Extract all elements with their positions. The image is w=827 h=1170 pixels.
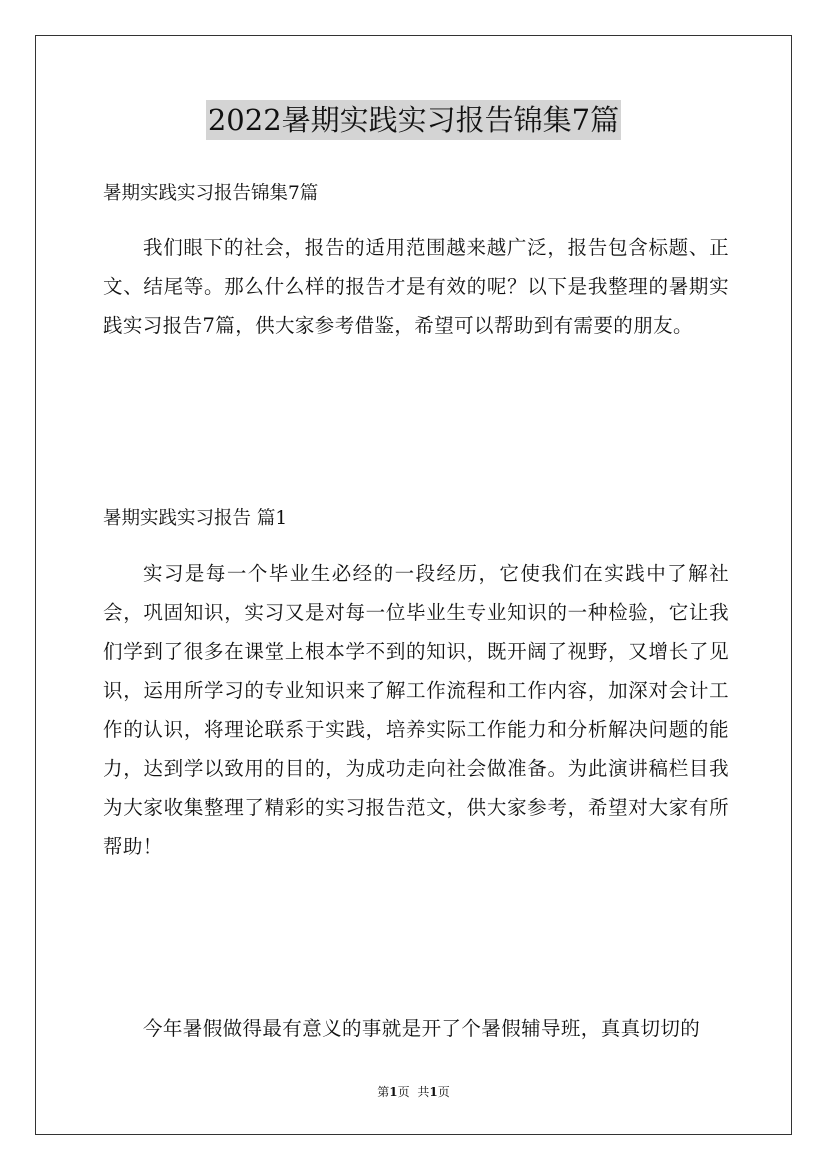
- page-suffix: 页: [397, 1085, 410, 1099]
- section-heading: 暑期实践实习报告 篇1: [103, 508, 288, 529]
- section-paragraph-1: 实习是每一个毕业生必经的一段经历，它使我们在实践中了解社会，巩固知识，实习又是对每一位毕业生专业知识的一种检验，它让我们学到了很多在课堂上根本学不到的知识，既开阔了视野，又增长了见识，运用所学习的专业知识来了解工作流程和工作内容，加深对会计工作的认识，将理论联系于实践，培养实际工作能力和分析解决问题的能力，达到学以致用的目的，为成功走向社会做准备。为此演讲稿栏目我为大家收集整理了精彩的实习报告范文，供大家参考，希望对大家有所帮助！: [103, 562, 729, 858]
- page-footer: [0, 1083, 827, 1101]
- intro-paragraph: 我们眼下的社会，报告的适用范围越来越广泛，报告包含标题、正文、结尾等。那么什么样的报告才是有效的呢？以下是我整理的暑期实践实习报告7篇，供大家参考借鉴，希望可以帮助到有需要的朋友。: [103, 236, 729, 337]
- total-suffix: 页: [437, 1085, 450, 1099]
- total-pages: 1: [429, 1085, 438, 1099]
- section-paragraph-2: 今年暑假做得最有意义的事就是开了个暑假辅导班，真真切切的: [143, 1017, 701, 1040]
- document-title: 2022暑期实践实习报告锦集7篇: [206, 100, 621, 140]
- document-subtitle: 暑期实践实习报告锦集7篇: [103, 183, 319, 204]
- page-prefix: 第: [377, 1085, 390, 1099]
- page-number: 1: [389, 1085, 398, 1099]
- title-container: [0, 100, 827, 140]
- total-prefix: 共: [417, 1085, 430, 1099]
